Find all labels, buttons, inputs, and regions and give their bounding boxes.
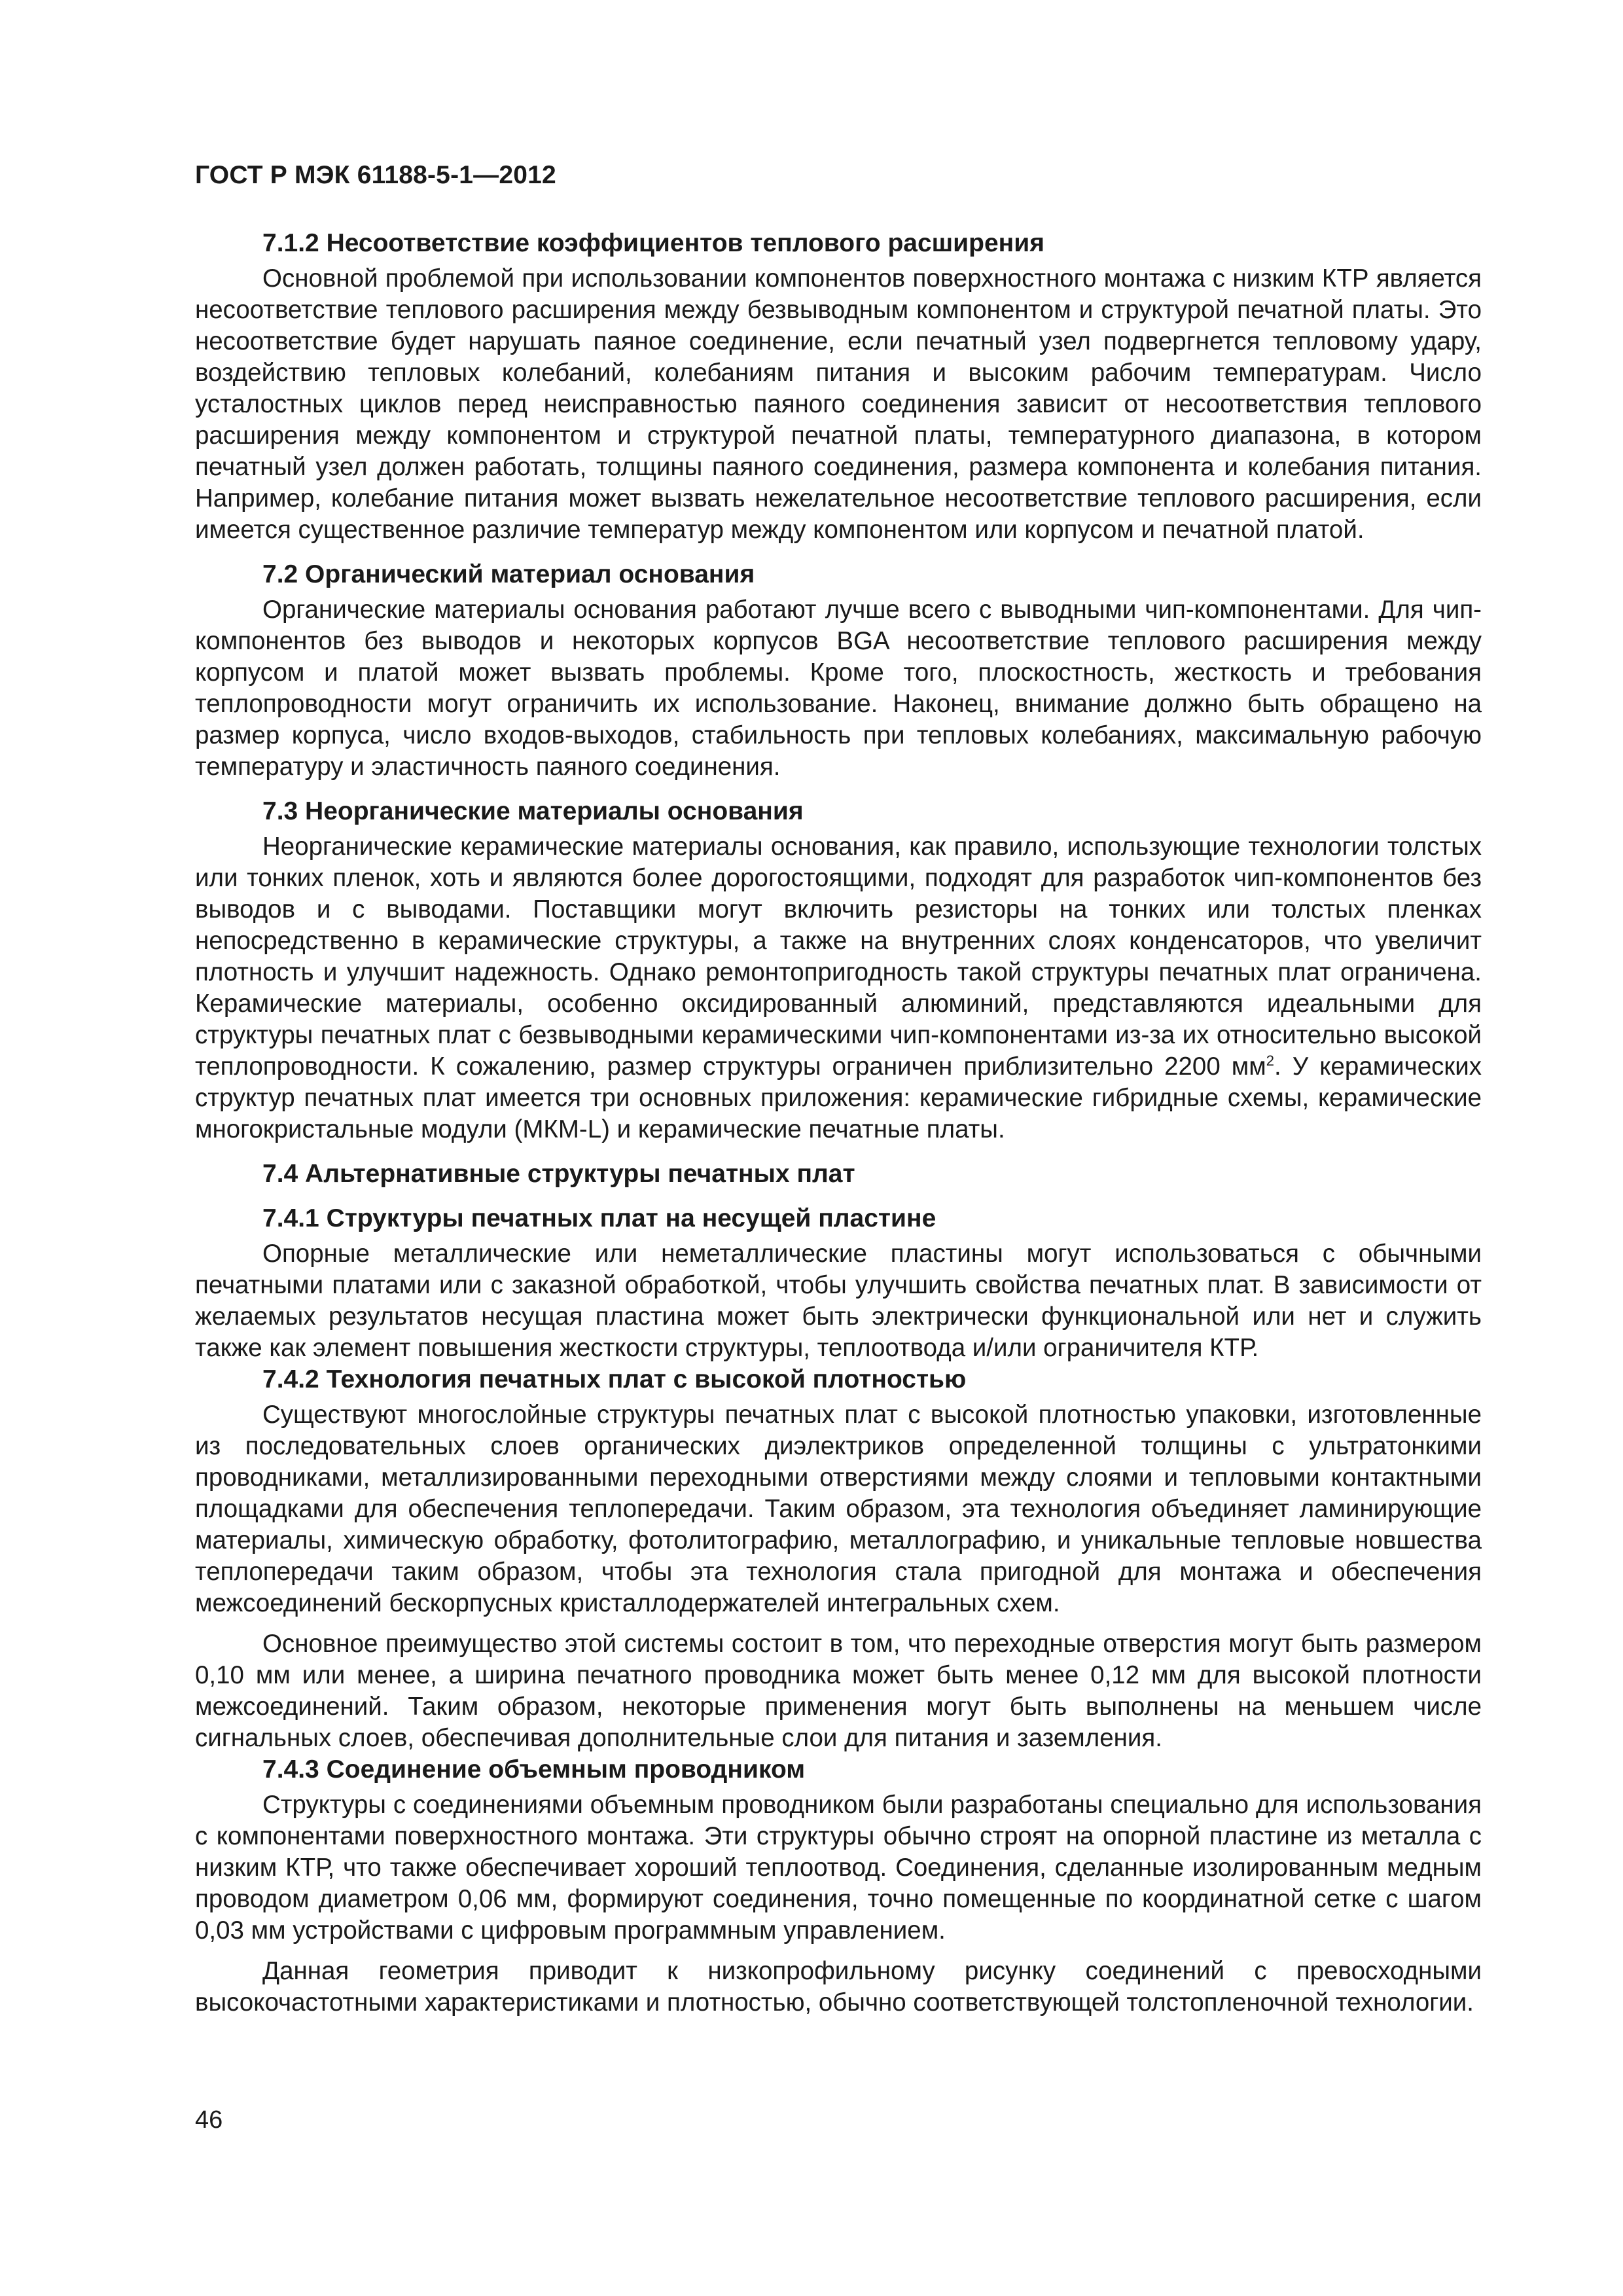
section-heading-7-3: 7.3 Неорганические материалы основания	[262, 797, 804, 825]
section-heading-7-4: 7.4 Альтернативные структуры печатных плат	[262, 1160, 855, 1188]
paragraph: Органические материалы основания работают лучше всего с выводными чип-компонентами. Для чип-компонентов без выводов и некоторых корпусов BGA несоответствие теплового расширения между корпусом и платой может вызвать проблемы. Кроме того, плоскостность, жесткость и требования теплопроводности могут ограничить их использование. Наконец, внимание должно быть обращено на размер корпуса, число входов-выходов, стабильность при тепловых колебаниях, максимальную рабочую температуру и эластичность паяного соединения.	[195, 596, 1482, 781]
paragraph: Основной проблемой при использовании компонентов поверхностного монтажа с низким КТР является несоответствие теплового расширения между безвыводным компонентом и структурой печатной платы. Это несоответствие будет нарушать паяное соединение, если печатный узел подвергнется тепловому удару, воздействию тепловых колебаний, колебаниям питания и высоким рабочим температурам. Число усталостных циклов перед неисправностью паяного соединения зависит от несоответствия теплового расширения между компонентом и структурой печатной платы, температурного диапазона, в котором печатный узел должен работать, толщины паяного соединения, размера компонента и колебания питания. Например, колебание питания может вызвать нежелательное несоответствие теплового расширения, если имеется существенное различие температур между компонентом или корпусом и печатной платой.	[195, 264, 1482, 544]
document-body	[195, 228, 1482, 2018]
superscript: 2	[1266, 1052, 1274, 1069]
paragraph: Основное преимущество этой системы состоит в том, что переходные отверстия могут быть размером 0,10 мм или менее, а ширина печатного проводника может быть менее 0,12 мм для высокой плотности межсоединений. Таким образом, некоторые применения могут быть выполнены на меньшем числе сигнальных слоев, обеспечивая дополнительные слои для питания и заземления.	[195, 1630, 1482, 1752]
section-heading-7-1-2: 7.1.2 Несоответствие коэффициентов теплового расширения	[262, 229, 1044, 257]
section-heading-7-4-2: 7.4.2 Технология печатных плат с высокой плотностью	[262, 1365, 967, 1393]
paragraph-text-tail: . У керамических структур печатных плат имеется три основных приложения: керамические гибридные схемы, керамические многокристальные модули (МКМ-L) и керамические печатные платы.	[195, 1052, 1482, 1143]
paragraph: Структуры с соединениями объемным проводником были разработаны специально для использования с компонентами поверхностного монтажа. Эти структуры обычно строят на опорной пластине из металла с низким КТР, что также обеспечивает хороший теплоотвод. Соединения, сделанные изолированным медным проводом диаметром 0,06 мм, формируют соединения, точно помещенные по координатной сетке с шагом 0,03 мм устройствами с цифровым программным управлением.	[195, 1791, 1482, 1945]
document-header: ГОСТ Р МЭК 61188-5-1—2012	[195, 161, 556, 189]
paragraph: Опорные металлические или неметаллические пластины могут использоваться с обычными печатными платами или с заказной обработкой, чтобы улучшить свойства печатных плат. В зависимости от желаемых результатов несущая пластина может быть электрически функциональной или нет и служить также как элемент повышения жесткости структуры, теплоотвода и/или ограничителя КТР.	[195, 1240, 1482, 1362]
paragraph: Существуют многослойные структуры печатных плат с высокой плотностью упаковки, изготовленные из последовательных слоев органических диэлектриков определенной толщины с ультратонкими проводниками, металлизированными переходными отверстиями между слоями и тепловыми контактными площадками для обеспечения теплопередачи. Таким образом, эта технология объединяет ламинирующие материалы, химическую обработку, фотолитографию, металлографию, и уникальные тепловые новшества теплопередачи таким образом, чтобы эта технология стала пригодной для монтажа и обеспечения межсоединений бескорпусных кристаллодержателей интегральных схем.	[195, 1401, 1482, 1617]
paragraph	[195, 831, 1482, 1145]
section-heading-7-2: 7.2 Органический материал основания	[262, 560, 755, 588]
page-number: 46	[195, 2106, 223, 2134]
section-heading-7-4-1: 7.4.1 Структуры печатных плат на несущей пластине	[262, 1204, 936, 1232]
section-heading-7-4-3: 7.4.3 Соединение объемным проводником	[262, 1755, 806, 1784]
paragraph-text: Неорганические керамические материалы основания, как правило, использующие технологии толстых или тонких пленок, хоть и являются более дорогостоящими, подходят для разработок чип-компонентов без выводов и с выводами. Поставщики могут включить резисторы на тонких или толстых пленках непосредственно в керамические структуры, а также на внутренних слоях конденсаторов, что увеличит плотность и улучшит надежность. Однако ремонтопригодность такой структуры печатных плат ограничена. Керамические материалы, особенно оксидированный алюминий, представляются идеальными для структуры печатных плат с безвыводными керамическими чип-компонентами из-за их относительно высокой теплопроводности. К сожалению, размер структуры ограничен приблизительно 2200 мм	[195, 833, 1482, 1081]
paragraph: Данная геометрия приводит к низкопрофильному рисунку соединений с превосходными высокочастотными характеристиками и плотностью, обычно соответствующей толстопленочной технологии.	[195, 1957, 1482, 2017]
